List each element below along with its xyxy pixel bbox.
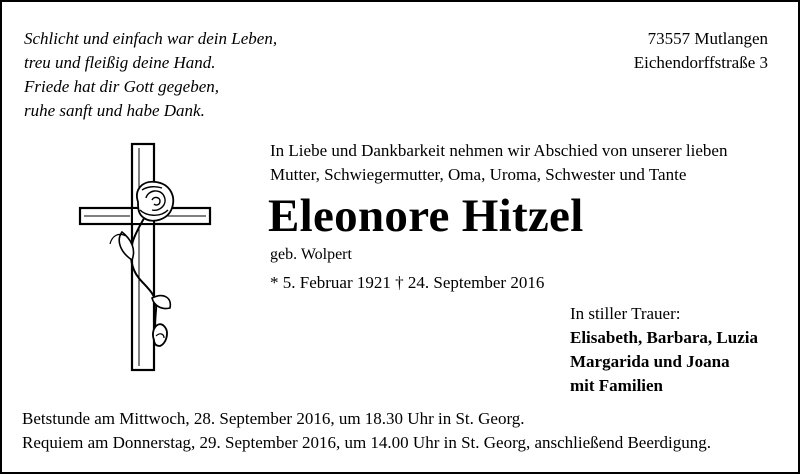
- intro-line: In Liebe und Dankbarkeit nehmen wir Abschied von unserer lieben: [270, 141, 728, 160]
- cross-with-rose-icon: [76, 140, 216, 380]
- address-street: Eichendorffstraße 3: [633, 53, 768, 72]
- poem-line: Schlicht und einfach war dein Leben,: [24, 29, 278, 48]
- mourner-line: Margarida und Joana: [570, 352, 730, 371]
- life-dates: * 5. Februar 1921 † 24. September 2016: [270, 273, 545, 292]
- intro-text: [270, 139, 727, 187]
- requiem-line: Requiem am Donnerstag, 29. September 2016, um 14.00 Uhr in St. Georg, anschließend Beerdigung.: [22, 433, 712, 452]
- intro-line: Mutter, Schwiegermutter, Oma, Uroma, Schwester und Tante: [270, 165, 687, 184]
- deceased-name: Eleonore Hitzel: [268, 190, 584, 242]
- poem-line: ruhe sanft und habe Dank.: [24, 101, 205, 120]
- mourner-line: Elisabeth, Barbara, Luzia: [570, 328, 758, 347]
- poem-line: Friede hat dir Gott gegeben,: [24, 77, 219, 96]
- mourners-heading: In stiller Trauer:: [570, 304, 681, 323]
- poem: [24, 27, 277, 123]
- birth-name: geb. Wolpert: [270, 246, 352, 263]
- service-info: [22, 407, 711, 455]
- prayer-hour-line: Betstunde am Mittwoch, 28. September 2016, um 18.30 Uhr in St. Georg.: [22, 409, 525, 428]
- address: [634, 27, 768, 75]
- poem-line: treu und fleißig deine Hand.: [24, 53, 216, 72]
- mourners: [570, 302, 758, 398]
- address-city: 73557 Mutlangen: [647, 29, 768, 48]
- mourner-line: mit Familien: [570, 376, 664, 395]
